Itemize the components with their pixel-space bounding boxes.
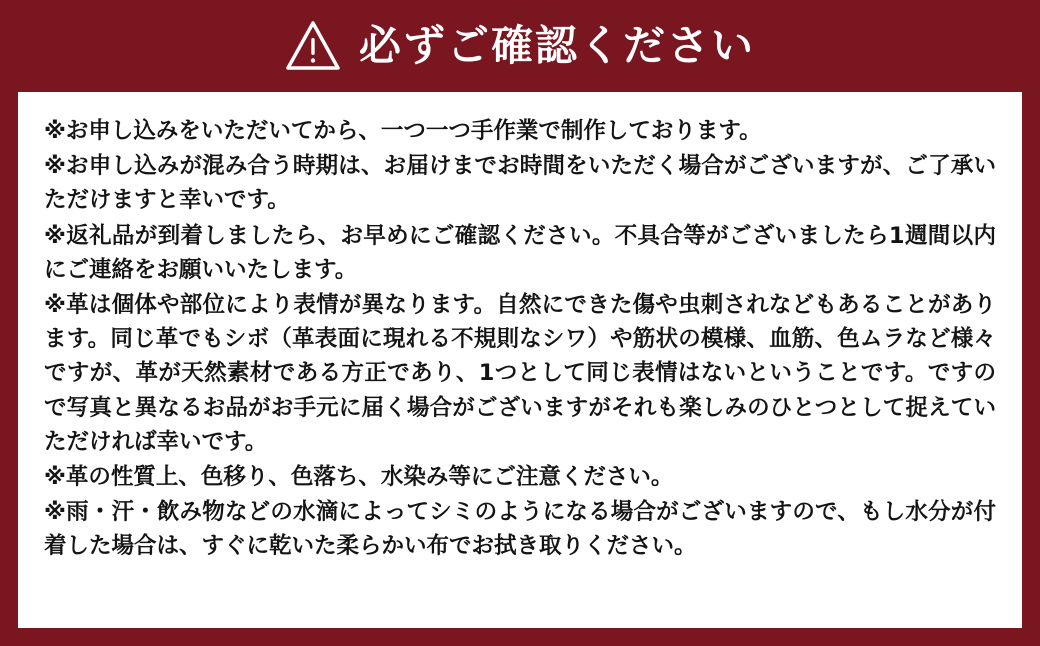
list-item: ※雨・汗・飲み物などの水滴によってシミのようになる場合がございますので、もし水分が付着した場合は、すぐに乾いた柔らかい布でお拭き取りください。 [44, 499, 996, 560]
list-item: ※お申し込みが混み合う時期は、お届けまでお時間をいただく場合がございますが、ご了承いただけますと幸いです。 [44, 153, 996, 214]
list-item: ※返礼品が到着しましたら、お早めにご確認ください。不具合等がございましたら1週間以内にご連絡をお願いいたします。 [44, 222, 996, 283]
notice-body [18, 92, 1022, 628]
notice-header [0, 0, 1040, 92]
notice-list [44, 114, 996, 563]
list-item: ※お申し込みをいただいてから、一つ一つ手作業で制作しております。 [44, 118, 762, 144]
page-title: 必ずご確認ください [358, 21, 755, 70]
list-item: ※革は個体や部位により表情が異なります。自然にできた傷や虫刺されなどもあることがあります。同じ革でもシボ（革表面に現れる不規則なシワ）や筋状の模様、血筋、色ムラなど様々ですが、革が天然素材である方正であり、1つとして同じ表情はないということです。ですので写真と異なるお品がお手元に届く場合がございますがそれも楽しみのひとつとして捉えていただければ幸いです。 [44, 291, 996, 455]
warning-triangle-icon [285, 18, 341, 74]
list-item: ※革の性質上、色移り、色落ち、水染み等にご注意ください。 [44, 463, 674, 490]
